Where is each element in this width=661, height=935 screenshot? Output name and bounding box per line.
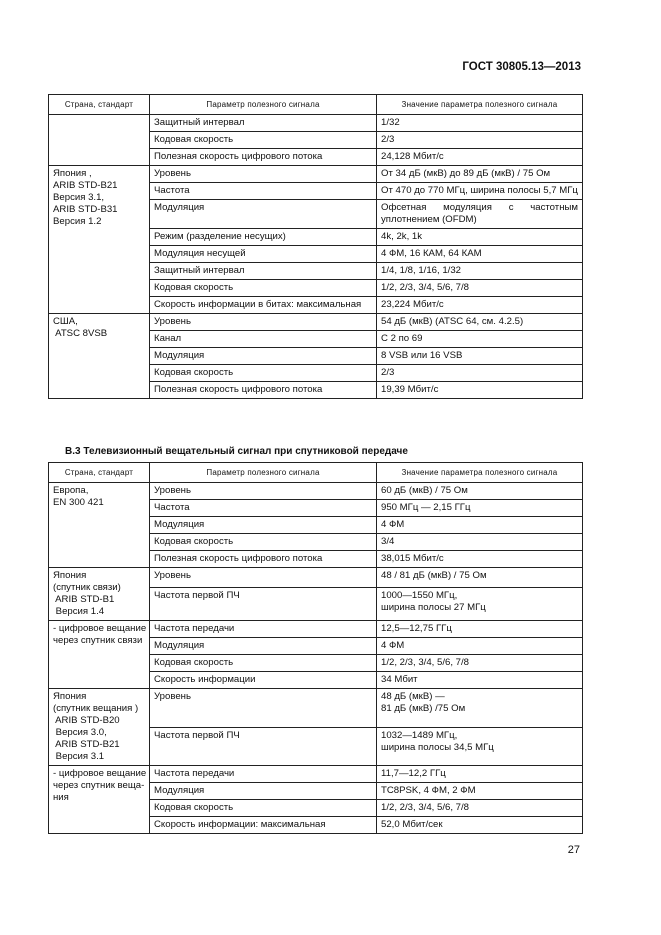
value-cell: 1/32 bbox=[377, 115, 583, 132]
value-cell: 1/2, 2/3, 3/4, 5/6, 7/8 bbox=[377, 655, 583, 672]
country-line: Версия 3.1, bbox=[53, 192, 105, 203]
country-line: Версия 1.4 bbox=[53, 606, 105, 617]
value-cell: С 2 по 69 bbox=[377, 331, 583, 348]
value-cell: 1000—1550 МГц, ширина полосы 27 МГц bbox=[377, 587, 583, 620]
value-cell: TC8PSK, 4 ФМ, 2 ФМ bbox=[377, 783, 583, 800]
value-cell: 48 дБ (мкВ) — 81 дБ (мкВ) /75 Ом bbox=[377, 689, 583, 728]
value-cell: 12,5—12,75 ГГц bbox=[377, 621, 583, 638]
table-header-row bbox=[49, 463, 583, 483]
country-standard-cell bbox=[49, 166, 150, 314]
table-header-row bbox=[49, 95, 583, 115]
parameter-cell: Скорость информации: максимальная bbox=[150, 817, 377, 834]
value-cell: 2/3 bbox=[377, 365, 583, 382]
country-line: - цифровое вещание bbox=[53, 623, 147, 634]
country-line: ния bbox=[53, 792, 69, 803]
value-cell: 4k, 2k, 1k bbox=[377, 229, 583, 246]
value-cell: 23,224 Мбит/с bbox=[377, 297, 583, 314]
country-standard-cell bbox=[49, 483, 150, 568]
parameter-cell: Модуляция bbox=[150, 348, 377, 365]
section-title: В.3 Телевизионный вещательный сигнал при спутниковой передаче bbox=[65, 446, 408, 457]
parameter-cell: Уровень bbox=[150, 483, 377, 500]
table-row bbox=[49, 166, 583, 183]
parameter-cell: Кодовая скорость bbox=[150, 365, 377, 382]
value-cell: 950 МГц — 2,15 ГГц bbox=[377, 500, 583, 517]
value-cell: 54 дБ (мкВ) (ATSC 64, см. 4.2.5) bbox=[377, 314, 583, 331]
value-cell: 1/4, 1/8, 1/16, 1/32 bbox=[377, 263, 583, 280]
value-cell: 52,0 Мбит/сек bbox=[377, 817, 583, 834]
country-line: ARIB STD-B31 bbox=[53, 204, 118, 215]
column-header: Значение параметра полезного сигнала bbox=[377, 463, 583, 483]
parameter-cell: Частота передачи bbox=[150, 621, 377, 638]
country-standard-cell bbox=[49, 314, 150, 399]
value-cell: 4 ФМ bbox=[377, 638, 583, 655]
parameter-cell: Частота первой ПЧ bbox=[150, 727, 377, 766]
value-cell: От 470 до 770 МГц, ширина полосы 5,7 МГц bbox=[377, 183, 583, 200]
table-row bbox=[49, 689, 583, 728]
parameter-cell: Уровень bbox=[150, 689, 377, 728]
parameter-cell: Модуляция несущей bbox=[150, 246, 377, 263]
value-cell: 1/2, 2/3, 3/4, 5/6, 7/8 bbox=[377, 800, 583, 817]
country-line: ATSC 8VSB bbox=[53, 328, 108, 339]
parameter-cell: Модуляция bbox=[150, 783, 377, 800]
country-line: через спутник связи bbox=[53, 635, 143, 646]
value-cell: 19,39 Мбит/с bbox=[377, 382, 583, 399]
parameter-cell: Частота первой ПЧ bbox=[150, 587, 377, 620]
country-line: Япония bbox=[53, 570, 87, 581]
parameter-cell: Уровень bbox=[150, 568, 377, 588]
country-standard-cell bbox=[49, 621, 150, 689]
document-id: ГОСТ 30805.13—2013 bbox=[462, 61, 581, 73]
country-line: Версия 3.0, bbox=[53, 727, 107, 738]
value-cell: 4 ФМ, 16 КАМ, 64 КАМ bbox=[377, 246, 583, 263]
parameter-cell: Модуляция bbox=[150, 200, 377, 229]
value-cell: 11,7—12,2 ГГц bbox=[377, 766, 583, 783]
column-header: Значение параметра полезного сигнала bbox=[377, 95, 583, 115]
value-cell: 2/3 bbox=[377, 132, 583, 149]
parameter-cell: Полезная скорость цифрового потока bbox=[150, 149, 377, 166]
country-line: США, bbox=[53, 316, 78, 327]
signal-table-satellite bbox=[48, 462, 583, 834]
value-cell: Офсетная модуляция с частотным уплотнением (OFDM) bbox=[377, 200, 583, 229]
parameter-cell: Кодовая скорость bbox=[150, 800, 377, 817]
country-line bbox=[53, 141, 145, 153]
parameter-cell: Модуляция bbox=[150, 517, 377, 534]
country-standard-cell bbox=[49, 568, 150, 621]
table-row bbox=[49, 115, 583, 132]
table-row bbox=[49, 568, 583, 588]
column-header: Параметр полезного сигнала bbox=[150, 463, 377, 483]
country-line: ARIB STD-B1 bbox=[53, 594, 115, 605]
column-header: Страна, стандарт bbox=[49, 95, 150, 115]
country-line bbox=[53, 117, 145, 129]
country-line: Япония , bbox=[53, 168, 92, 179]
parameter-cell: Скорость информации в битах: максимальная bbox=[150, 297, 377, 314]
signal-table-terrestrial bbox=[48, 94, 583, 399]
parameter-cell: Кодовая скорость bbox=[150, 534, 377, 551]
value-cell: 38,015 Мбит/с bbox=[377, 551, 583, 568]
country-line: ARIB STD-B21 bbox=[53, 180, 118, 191]
country-line: через спутник веща- bbox=[53, 780, 145, 791]
parameter-cell: Уровень bbox=[150, 314, 377, 331]
parameter-cell: Режим (разделение несущих) bbox=[150, 229, 377, 246]
value-cell: 4 ФМ bbox=[377, 517, 583, 534]
country-line: Версия 1.2 bbox=[53, 216, 102, 227]
value-cell: 1/2, 2/3, 3/4, 5/6, 7/8 bbox=[377, 280, 583, 297]
country-line: ARIB STD-B21 bbox=[53, 739, 120, 750]
country-line: Европа, bbox=[53, 485, 89, 496]
country-standard-cell bbox=[49, 115, 150, 166]
country-line bbox=[53, 129, 145, 141]
parameter-cell: Кодовая скорость bbox=[150, 132, 377, 149]
value-cell: От 34 дБ (мкВ) до 89 дБ (мкВ) / 75 Ом bbox=[377, 166, 583, 183]
table-row bbox=[49, 314, 583, 331]
parameter-cell: Частота передачи bbox=[150, 766, 377, 783]
value-cell: 60 дБ (мкВ) / 75 Ом bbox=[377, 483, 583, 500]
country-line: Япония bbox=[53, 691, 87, 702]
table-row bbox=[49, 621, 583, 638]
parameter-cell: Кодовая скорость bbox=[150, 655, 377, 672]
value-cell: 3/4 bbox=[377, 534, 583, 551]
parameter-cell: Полезная скорость цифрового потока bbox=[150, 551, 377, 568]
value-cell: 24,128 Мбит/с bbox=[377, 149, 583, 166]
parameter-cell: Кодовая скорость bbox=[150, 280, 377, 297]
page-number: 27 bbox=[567, 844, 580, 856]
parameter-cell: Модуляция bbox=[150, 638, 377, 655]
value-cell: 1032—1489 МГц, ширина полосы 34,5 МГц bbox=[377, 727, 583, 766]
country-standard-cell bbox=[49, 766, 150, 834]
parameter-cell: Частота bbox=[150, 183, 377, 200]
country-line: (спутник связи) bbox=[53, 582, 121, 593]
table-row bbox=[49, 766, 583, 783]
column-header: Страна, стандарт bbox=[49, 463, 150, 483]
country-line: (спутник вещания ) bbox=[53, 703, 139, 714]
country-line: - цифровое вещание bbox=[53, 768, 147, 779]
country-line: EN 300 421 bbox=[53, 497, 104, 508]
parameter-cell: Канал bbox=[150, 331, 377, 348]
parameter-cell: Уровень bbox=[150, 166, 377, 183]
parameter-cell: Скорость информации bbox=[150, 672, 377, 689]
parameter-cell: Частота bbox=[150, 500, 377, 517]
value-cell: 34 Мбит bbox=[377, 672, 583, 689]
parameter-cell: Защитный интервал bbox=[150, 263, 377, 280]
country-line: Версия 3.1 bbox=[53, 751, 105, 762]
table-row bbox=[49, 483, 583, 500]
parameter-cell: Защитный интервал bbox=[150, 115, 377, 132]
country-line: ARIB STD-B20 bbox=[53, 715, 120, 726]
parameter-cell: Полезная скорость цифрового потока bbox=[150, 382, 377, 399]
column-header: Параметр полезного сигнала bbox=[150, 95, 377, 115]
value-cell: 48 / 81 дБ (мкВ) / 75 Ом bbox=[377, 568, 583, 588]
country-standard-cell bbox=[49, 689, 150, 766]
value-cell: 8 VSB или 16 VSB bbox=[377, 348, 583, 365]
